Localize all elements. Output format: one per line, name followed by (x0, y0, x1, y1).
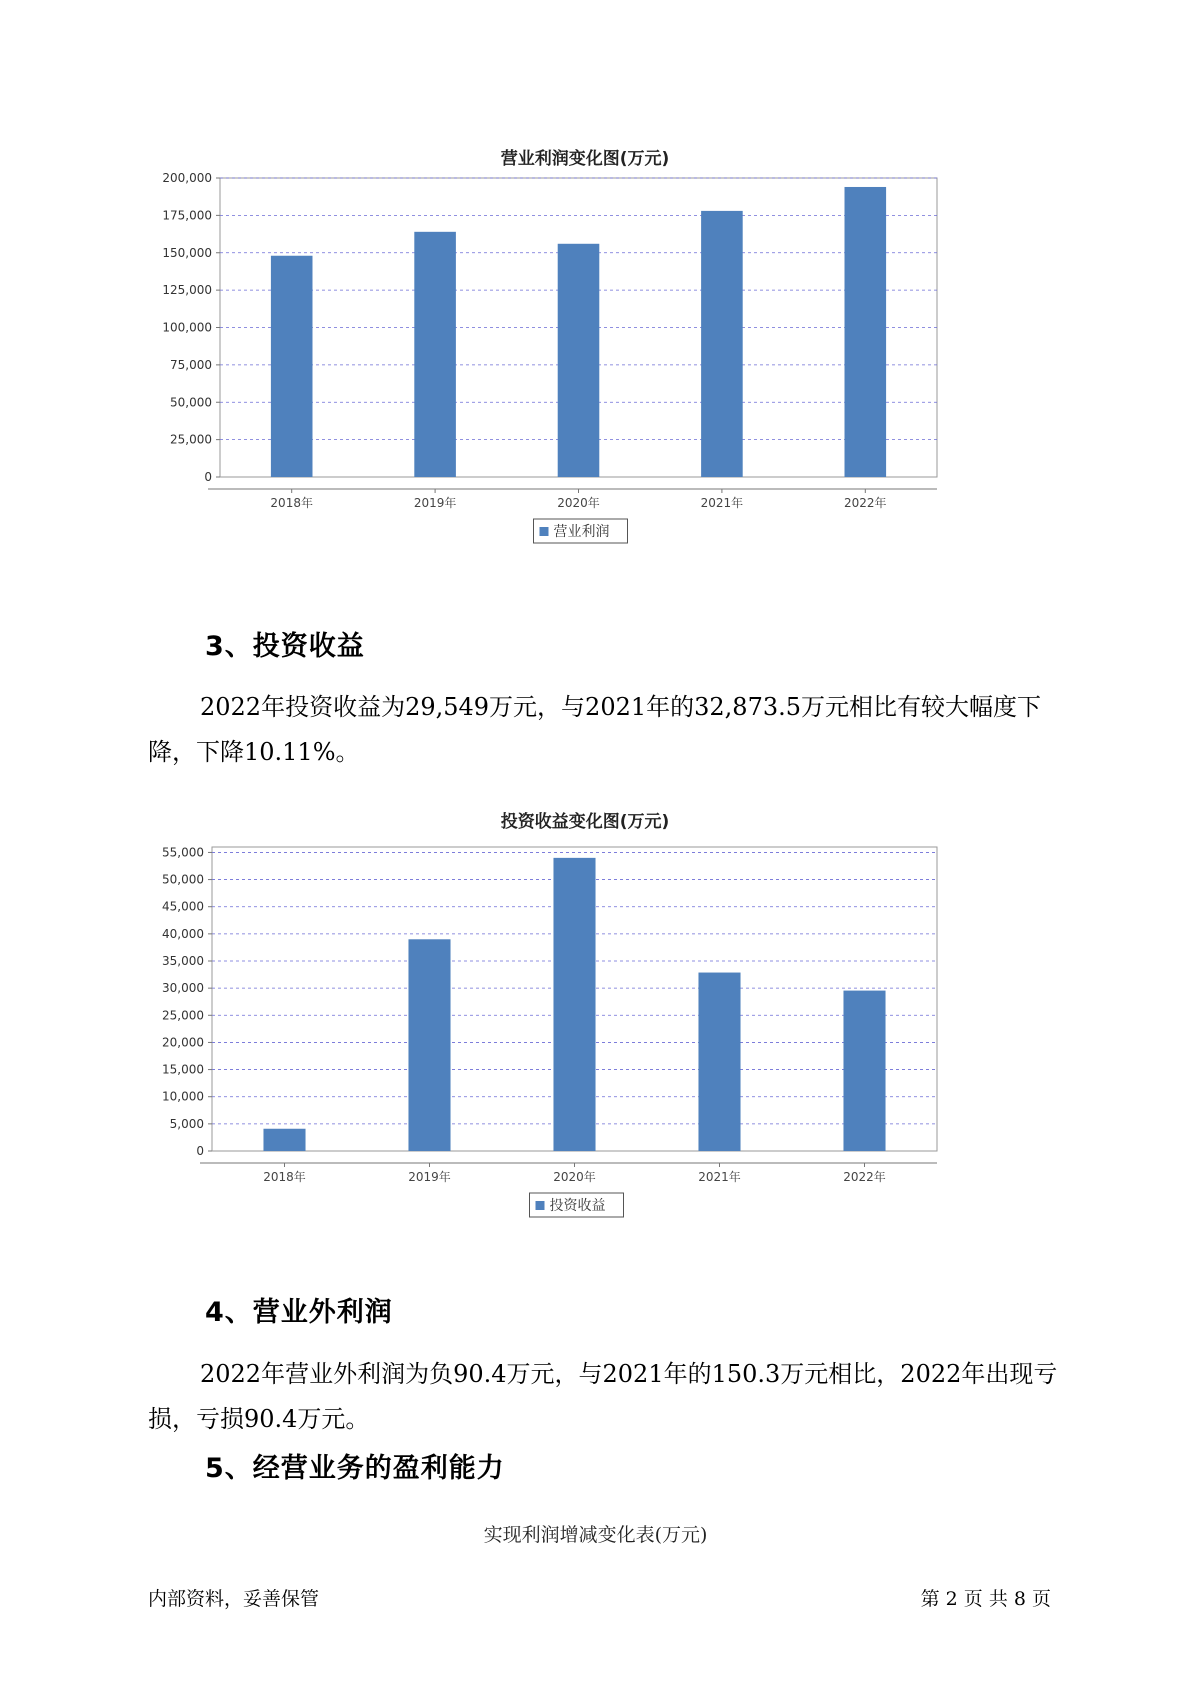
paragraph (148, 685, 1068, 775)
y-tick-label: 30,000 (162, 981, 204, 996)
legend-swatch (536, 1201, 545, 1210)
chart-plot (155, 170, 1015, 570)
legend-label: 投资收益 (549, 1198, 606, 1214)
footer-page-number: 第 2 页 共 8 页 (920, 1588, 1051, 1610)
footer-confidential: 内部资料，妥善保管 (148, 1588, 320, 1610)
bar (553, 858, 595, 1151)
x-tick-label: 2018年 (270, 496, 313, 510)
y-tick-label: 15,000 (162, 1062, 204, 1077)
bar (414, 232, 456, 477)
bar (843, 991, 885, 1151)
x-tick-label: 2021年 (698, 1170, 741, 1184)
x-tick-label: 2019年 (413, 496, 457, 510)
paragraph (148, 1352, 1068, 1442)
y-tick-label: 75,000 (170, 357, 212, 372)
chart-plot (155, 833, 1015, 1243)
y-tick-label: 0 (204, 470, 212, 484)
legend-swatch (540, 527, 549, 536)
y-tick-label: 50,000 (162, 872, 204, 887)
operating-profit-chart (155, 140, 1015, 550)
y-tick-label: 175,000 (162, 208, 212, 223)
y-tick-label: 55,000 (162, 845, 204, 860)
y-tick-label: 5,000 (169, 1116, 204, 1131)
y-tick-label: 125,000 (162, 283, 212, 298)
investment-income-chart (155, 803, 1015, 1223)
paragraph-text: 2022年营业外利润为负90.4万元，与2021年的150.3万元相比，2022年出现亏损，亏损90.4万元。 (148, 1360, 1058, 1433)
bar (271, 256, 313, 477)
x-tick-label: 2020年 (557, 496, 600, 510)
y-tick-label: 150,000 (162, 245, 212, 260)
y-tick-label: 25,000 (170, 432, 212, 447)
y-tick-label: 10,000 (162, 1089, 204, 1104)
bar (701, 211, 743, 477)
x-tick-label: 2021年 (700, 496, 744, 510)
y-tick-label: 200,000 (162, 171, 212, 185)
y-tick-label: 35,000 (162, 954, 204, 968)
bar (845, 187, 887, 477)
x-tick-label: 2022年 (844, 496, 887, 510)
bar (263, 1129, 305, 1151)
chart-title: 投资收益变化图(万元) (500, 812, 670, 832)
y-tick-label: 100,000 (162, 320, 212, 335)
table-caption: 实现利润增减变化表(万元) (483, 1524, 708, 1546)
y-tick-label: 20,000 (162, 1035, 204, 1050)
legend-label: 营业利润 (553, 524, 610, 540)
y-tick-label: 50,000 (170, 395, 212, 410)
chart-title: 营业利润变化图(万元) (500, 149, 670, 169)
bar (408, 939, 450, 1151)
x-tick-label: 2019年 (408, 1170, 451, 1184)
y-tick-label: 45,000 (162, 899, 204, 914)
section-heading: 4、营业外利润 (205, 1297, 393, 1328)
y-tick-label: 25,000 (162, 1008, 204, 1023)
section-heading: 5、经营业务的盈利能力 (205, 1453, 505, 1484)
x-tick-label: 2022年 (843, 1170, 886, 1184)
section-heading: 3、投资收益 (205, 631, 365, 662)
y-tick-label: 0 (196, 1144, 204, 1158)
x-tick-label: 2020年 (553, 1170, 596, 1184)
bar (558, 244, 600, 477)
bar (698, 973, 740, 1151)
y-tick-label: 40,000 (162, 926, 204, 941)
x-tick-label: 2018年 (263, 1170, 306, 1184)
paragraph-text: 2022年投资收益为29,549万元，与2021年的32,873.5万元相比有较大幅度下降，下降10.11%。 (148, 693, 1042, 766)
